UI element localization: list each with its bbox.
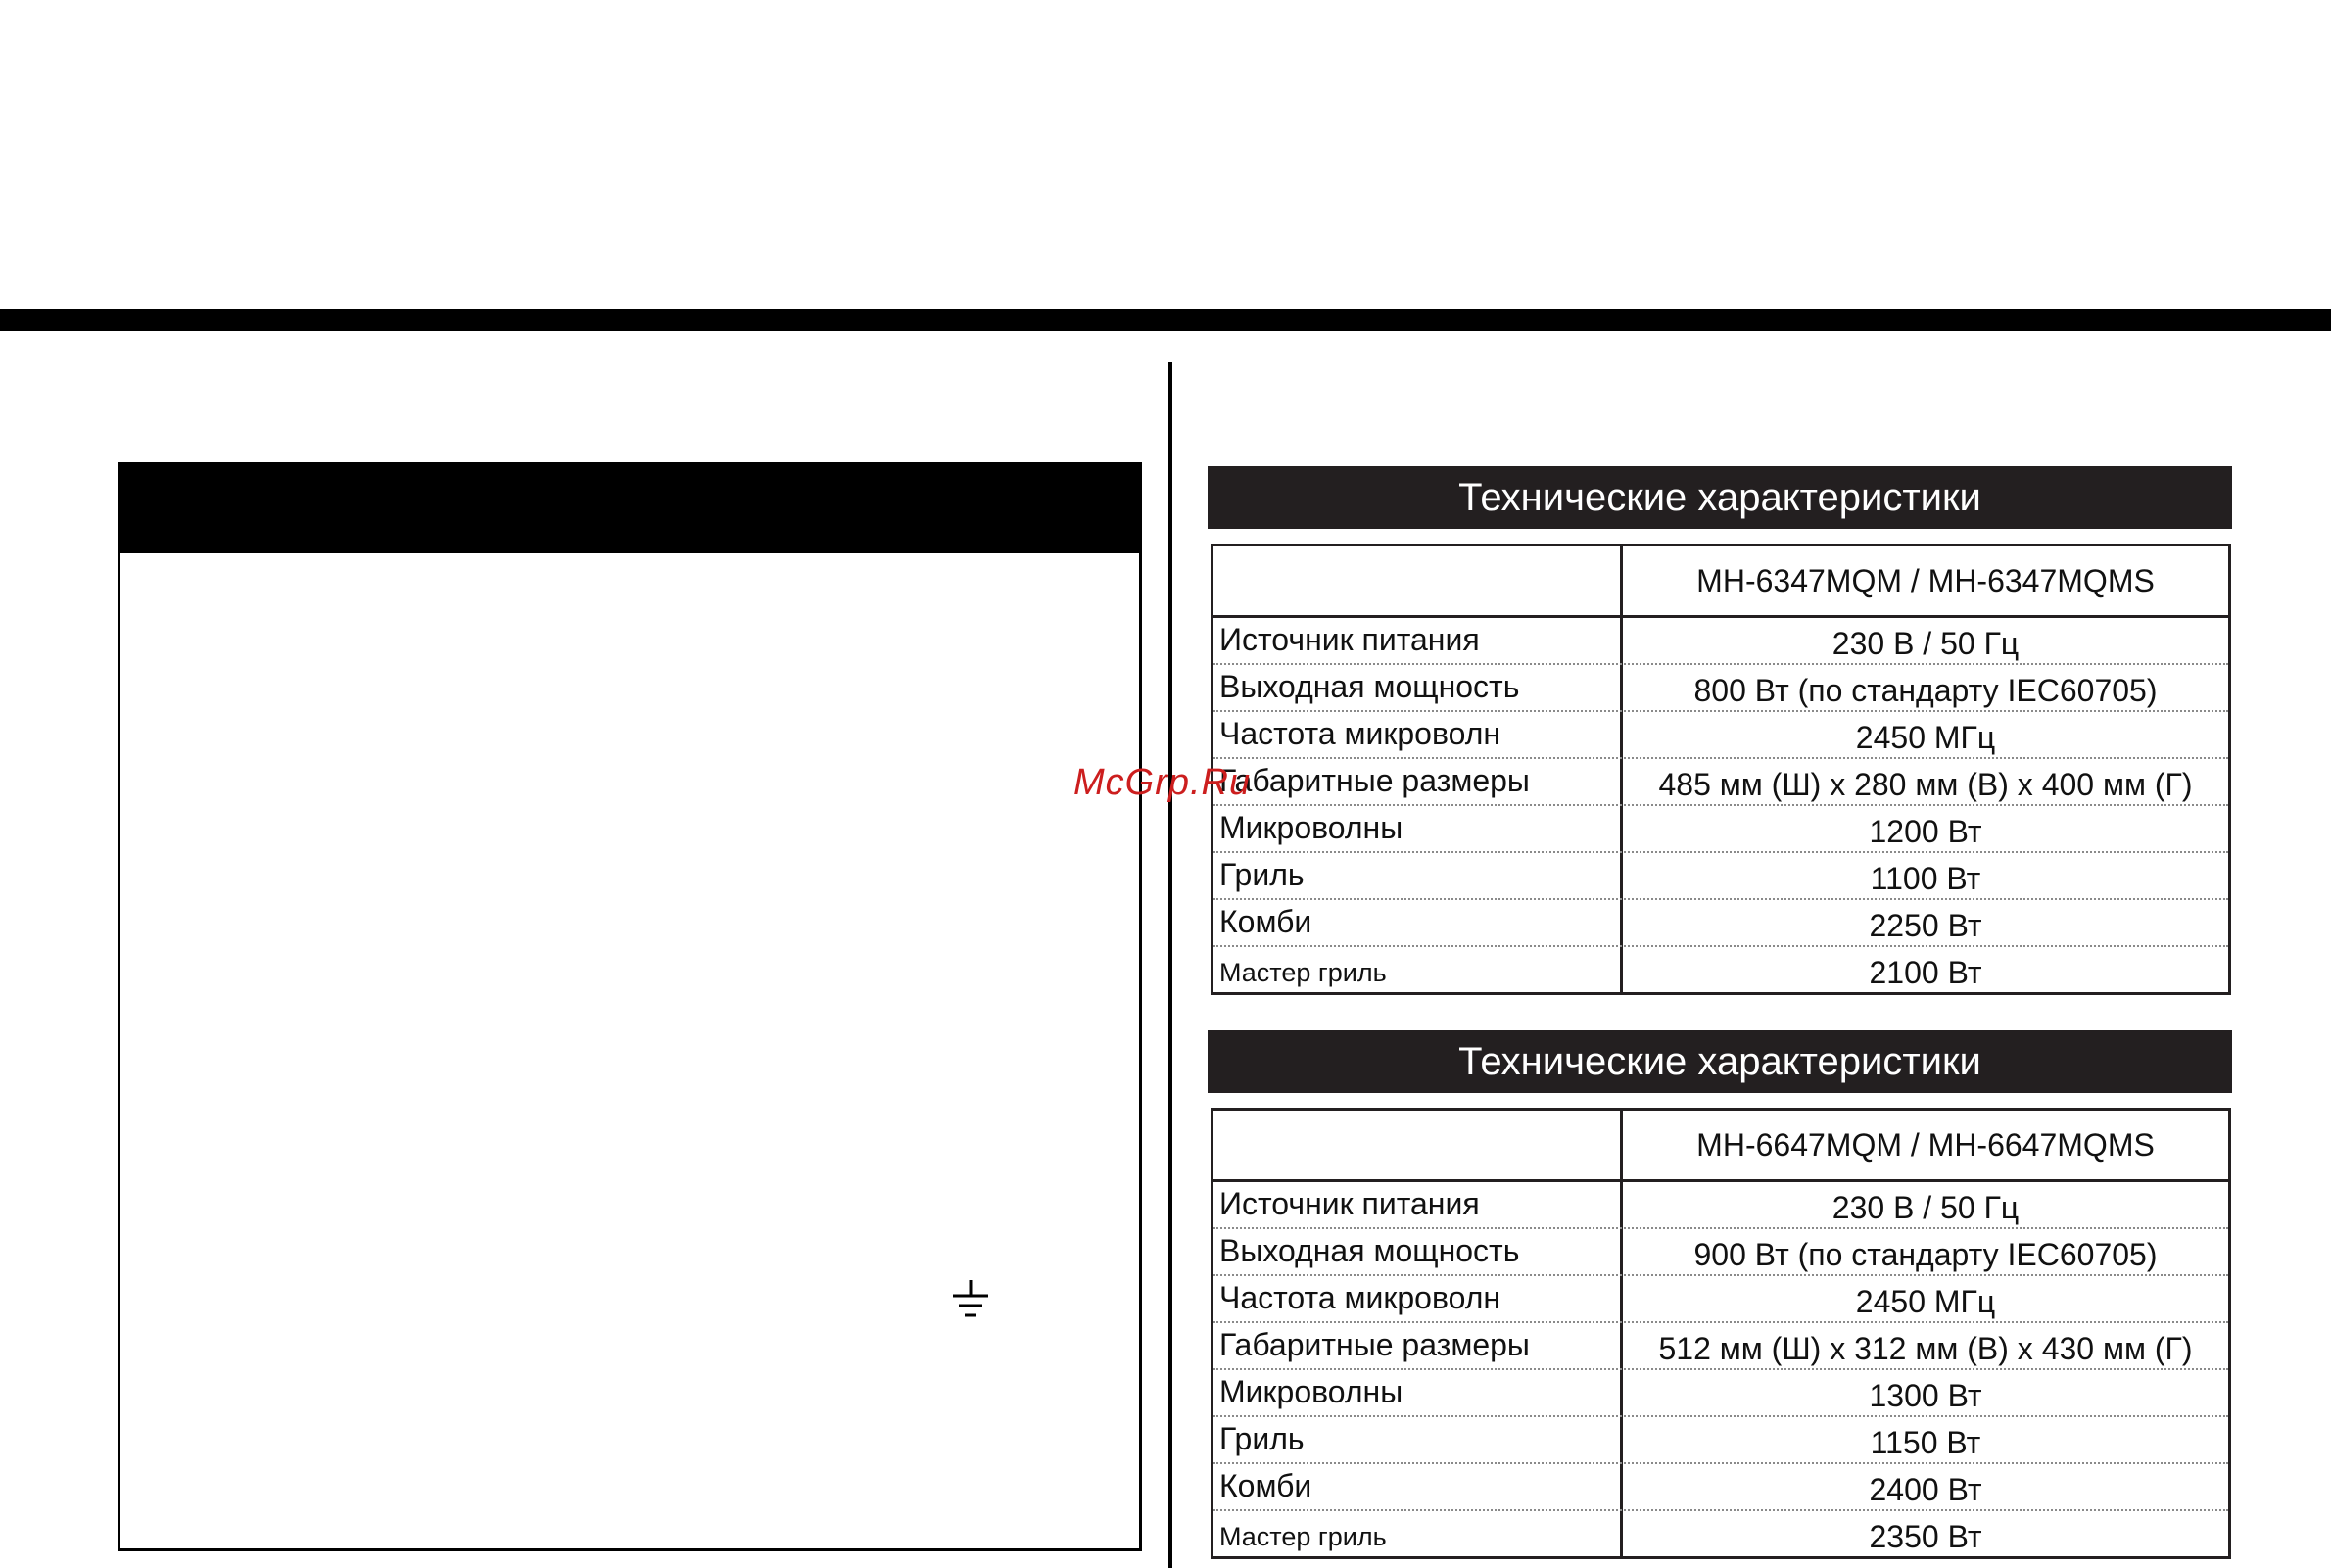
table-row	[1213, 1276, 2228, 1323]
table-row	[1213, 1417, 2228, 1464]
table-row	[1213, 947, 2228, 994]
spec-table	[1211, 544, 2231, 995]
spec-title: Технические характеристики	[1208, 466, 2232, 529]
spec-value: 2250 Вт	[1869, 908, 1982, 943]
ground-symbol-icon	[951, 1280, 990, 1323]
spec-label: Источник питания	[1219, 1186, 1480, 1221]
left-panel	[118, 462, 1142, 1551]
table-row	[1213, 1370, 2228, 1417]
spec-label: Гриль	[1219, 1421, 1305, 1456]
spec-table-header	[1213, 1111, 2228, 1182]
table-row	[1213, 1464, 2228, 1511]
spec-label: Габаритные размеры	[1219, 763, 1530, 798]
table-row	[1213, 900, 2228, 947]
spec-label: Габаритные размеры	[1219, 1327, 1530, 1362]
spec-label: Мастер гриль	[1219, 958, 1387, 987]
spec-value: 1100 Вт	[1870, 861, 1981, 896]
spec-value: 2350 Вт	[1869, 1519, 1982, 1554]
spec-label: Гриль	[1219, 857, 1305, 892]
spec-value: 512 мм (Ш) x 312 мм (В) x 430 мм (Г)	[1658, 1331, 2193, 1366]
column-divider	[1168, 362, 1172, 1568]
left-panel-header	[120, 465, 1139, 553]
model-name: MH-6647MQM / MH-6647MQMS	[1696, 1127, 2155, 1163]
spec-title: Технические характеристики	[1208, 1030, 2232, 1093]
table-row	[1213, 1323, 2228, 1370]
spec-value: 2400 Вт	[1869, 1472, 1982, 1507]
table-row	[1213, 618, 2228, 665]
spec-label: Выходная мощность	[1219, 669, 1520, 704]
table-row	[1213, 1182, 2228, 1229]
table-row	[1213, 665, 2228, 712]
table-row	[1213, 1229, 2228, 1276]
spec-value: 900 Вт (по стандарту IEC60705)	[1693, 1237, 2158, 1272]
model-name: MH-6347MQM / MH-6347MQMS	[1696, 563, 2155, 598]
spec-label: Частота микроволн	[1219, 716, 1501, 751]
spec-label: Мастер гриль	[1219, 1522, 1387, 1551]
table-row	[1213, 806, 2228, 853]
spec-label: Комби	[1219, 1468, 1312, 1503]
spec-value: 1300 Вт	[1869, 1378, 1982, 1413]
spec-label: Выходная мощность	[1219, 1233, 1520, 1268]
spec-value: 485 мм (Ш) x 280 мм (В) x 400 мм (Г)	[1658, 767, 2193, 802]
spec-label: Источник питания	[1219, 622, 1480, 657]
spec-table	[1211, 1108, 2231, 1559]
spec-value: 1150 Вт	[1870, 1425, 1981, 1460]
spec-value: 1200 Вт	[1869, 814, 1982, 849]
spec-label: Микроволны	[1219, 1374, 1403, 1409]
watermark: McGrp.Ru	[1073, 762, 1252, 803]
spec-value: 2100 Вт	[1869, 955, 1982, 990]
table-row	[1213, 759, 2228, 806]
spec-value: 230 В / 50 Гц	[1832, 626, 2020, 661]
spec-value: 800 Вт (по стандарту IEC60705)	[1693, 673, 2158, 708]
spec-label: Частота микроволн	[1219, 1280, 1501, 1315]
spec-label: Микроволны	[1219, 810, 1403, 845]
table-row	[1213, 1511, 2228, 1558]
spec-label: Комби	[1219, 904, 1312, 939]
top-rule	[0, 309, 2331, 331]
spec-value: 2450 МГц	[1855, 720, 1996, 755]
spec-table-header	[1213, 546, 2228, 618]
table-row	[1213, 853, 2228, 900]
spec-value: 230 В / 50 Гц	[1832, 1190, 2020, 1225]
spec-value: 2450 МГц	[1855, 1284, 1996, 1319]
table-row	[1213, 712, 2228, 759]
